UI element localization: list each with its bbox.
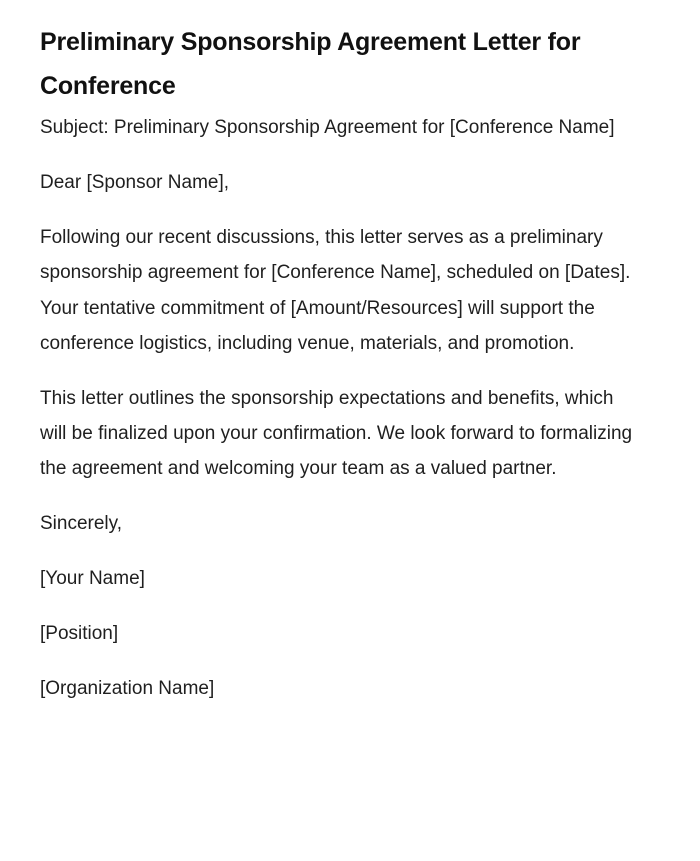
signature-organization: [Organization Name] bbox=[40, 678, 215, 700]
salutation: Dear [Sponsor Name], bbox=[40, 171, 230, 193]
letter-title: Preliminary Sponsorship Agreement Letter for Conference bbox=[40, 28, 581, 100]
closing: Sincerely, bbox=[40, 513, 123, 535]
body-paragraph-2: This letter outlines the sponsorship expectations and benefits, which will be finalized upon your confirmation. We look forward to formalizing the agreement and welcoming your team as a valued partner. bbox=[40, 387, 633, 480]
signature-name: [Your Name] bbox=[40, 568, 145, 590]
signature-position: [Position] bbox=[40, 623, 119, 645]
subject-line: Subject: Preliminary Sponsorship Agreement for [Conference Name] bbox=[40, 117, 615, 138]
body-paragraph-1: Following our recent discussions, this letter serves as a preliminary sponsorship agreement for [Conference Name], scheduled on [Dates]. Your tentative commitment of [Amount/Resources] will support the conference logistics, including venue, materials, and promotion. bbox=[40, 226, 631, 354]
